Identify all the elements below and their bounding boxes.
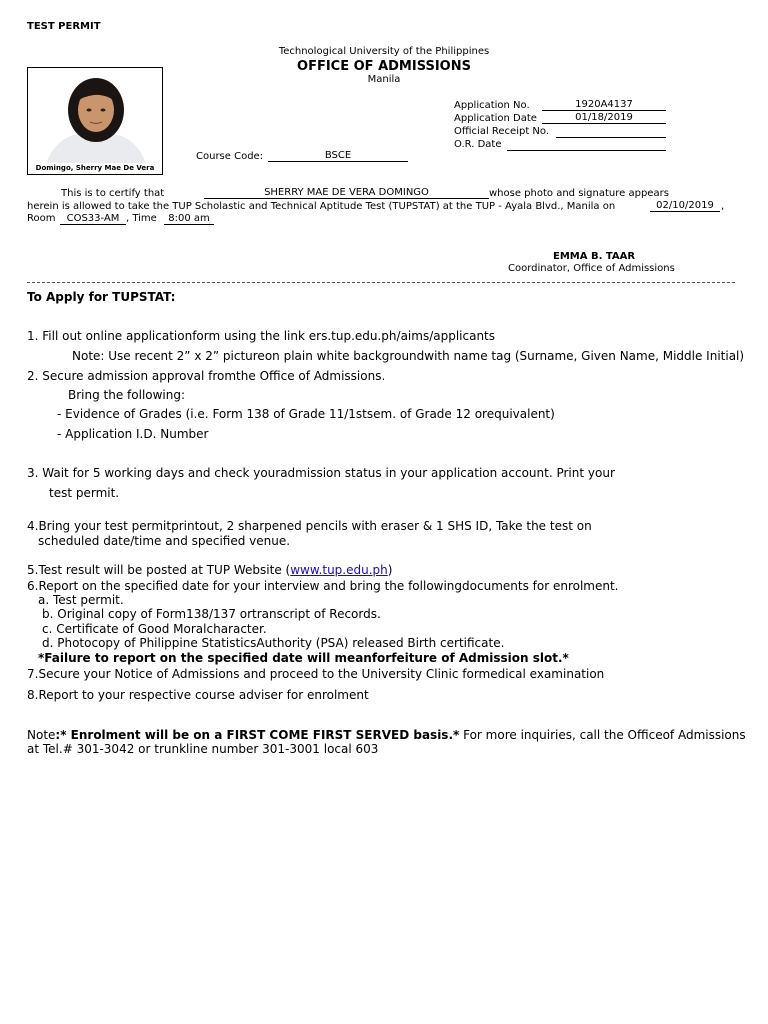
note-rest: For more inquiries, call the Officeof Admissions [459,728,746,742]
step-7: 7.Secure your Notice of Admissions and proceed to the University Clinic formedical examination [27,667,605,681]
applicant-portrait-image [28,68,163,175]
course-code-value: BSCE [268,150,408,162]
application-date-label: Application Date [454,113,537,124]
room-label: Room [27,213,56,224]
office-title: OFFICE OF ADMISSIONS [297,59,471,74]
step-1-note: Note: Use recent 2” x 2” pictureon plain white backgroundwith name tag (Surname, Given Name, Middle Initial) [72,349,745,363]
enrolment-note [27,728,746,742]
applicant-photo [27,67,163,175]
city-name: Manila [367,74,401,85]
document-title: TEST PERMIT [27,21,101,32]
application-date-value: 01/18/2019 [542,112,666,124]
step-6-d: d. Photocopy of Philippine StatisticsAuthority (PSA) released Birth certificate. [42,636,505,650]
or-date-label: O.R. Date [454,139,502,150]
failure-warning: *Failure to report on the specified date will meanforfeiture of Admission slot.* [38,651,569,665]
step-6-a: a. Test permit. [38,593,124,607]
room-value: COS33-AM [60,213,126,225]
course-code-label: Course Code: [196,151,264,162]
official-receipt-value [556,126,666,138]
photo-name-tag: Domingo, Sherry Mae De Vera [35,164,155,172]
university-name: Technological University of the Philippines [278,46,490,57]
step-5-text: 5.Test result will be posted at TUP Website ( [27,563,291,577]
or-date-value [507,139,666,151]
bring-item-grades: - Evidence of Grades (i.e. Form 138 of Grade 11/1stsem. of Grade 12 orequivalent) [57,407,555,421]
applicant-name: SHERRY MAE DE VERA DOMINGO [204,187,489,199]
step-8: 8.Report to your respective course adviser for enrolment [27,688,369,702]
step-4: 4.Bring your test permitprintout, 2 sharpened pencils with eraser & 1 SHS ID, Take the test on [27,519,592,533]
time-label: , Time [126,213,157,224]
step-3-cont: test permit. [49,486,120,500]
tup-website-link[interactable]: www.tup.edu.ph [290,563,388,577]
step-5 [27,563,392,577]
signatory-name: EMMA B. TAAR [553,251,636,262]
bring-item-id: - Application I.D. Number [57,427,209,441]
step-5-close: ) [387,563,393,577]
note-line-2: at Tel.# 301-3042 or trunkline number 301-3001 local 603 [27,742,379,756]
step-1: 1. Fill out online applicationform using the link ers.tup.edu.ph/aims/applicants [27,329,496,343]
application-no-value: 1920A4137 [542,99,666,111]
step-6-b: b. Original copy of Form138/137 ortranscript of Records. [42,607,381,621]
certify-after-name: whose photo and signature appears [489,188,669,199]
instructions-heading: To Apply for TUPSTAT: [27,290,176,304]
note-bold: :* Enrolment will be on a FIRST COME FIRST SERVED basis.* [55,728,460,742]
certify-line-2: herein is allowed to take the TUP Scholastic and Technical Aptitude Test (TUPSTAT) at the TUP - Ayala Blvd., Manila on [27,201,616,212]
signatory-title: Coordinator, Office of Admissions [508,263,675,274]
note-label: Note [27,728,56,742]
section-divider [27,282,735,283]
application-no-label: Application No. [454,100,530,111]
bring-following: Bring the following: [68,388,186,402]
step-4-cont: scheduled date/time and specified venue. [38,534,291,548]
official-receipt-label: Official Receipt No. [454,126,550,137]
exam-date: 02/10/2019 [650,200,720,212]
comma-separator: , [721,201,725,212]
certify-intro: This is to certify that [61,188,165,199]
step-6-c: c. Certificate of Good Moralcharacter. [42,622,267,636]
time-value: 8:00 am [164,213,214,225]
step-6: 6.Report on the specified date for your interview and bring the followingdocuments for enrolment. [27,579,619,593]
step-2: 2. Secure admission approval fromthe Office of Admissions. [27,369,386,383]
step-3: 3. Wait for 5 working days and check youradmission status in your application account. Print your [27,466,615,480]
